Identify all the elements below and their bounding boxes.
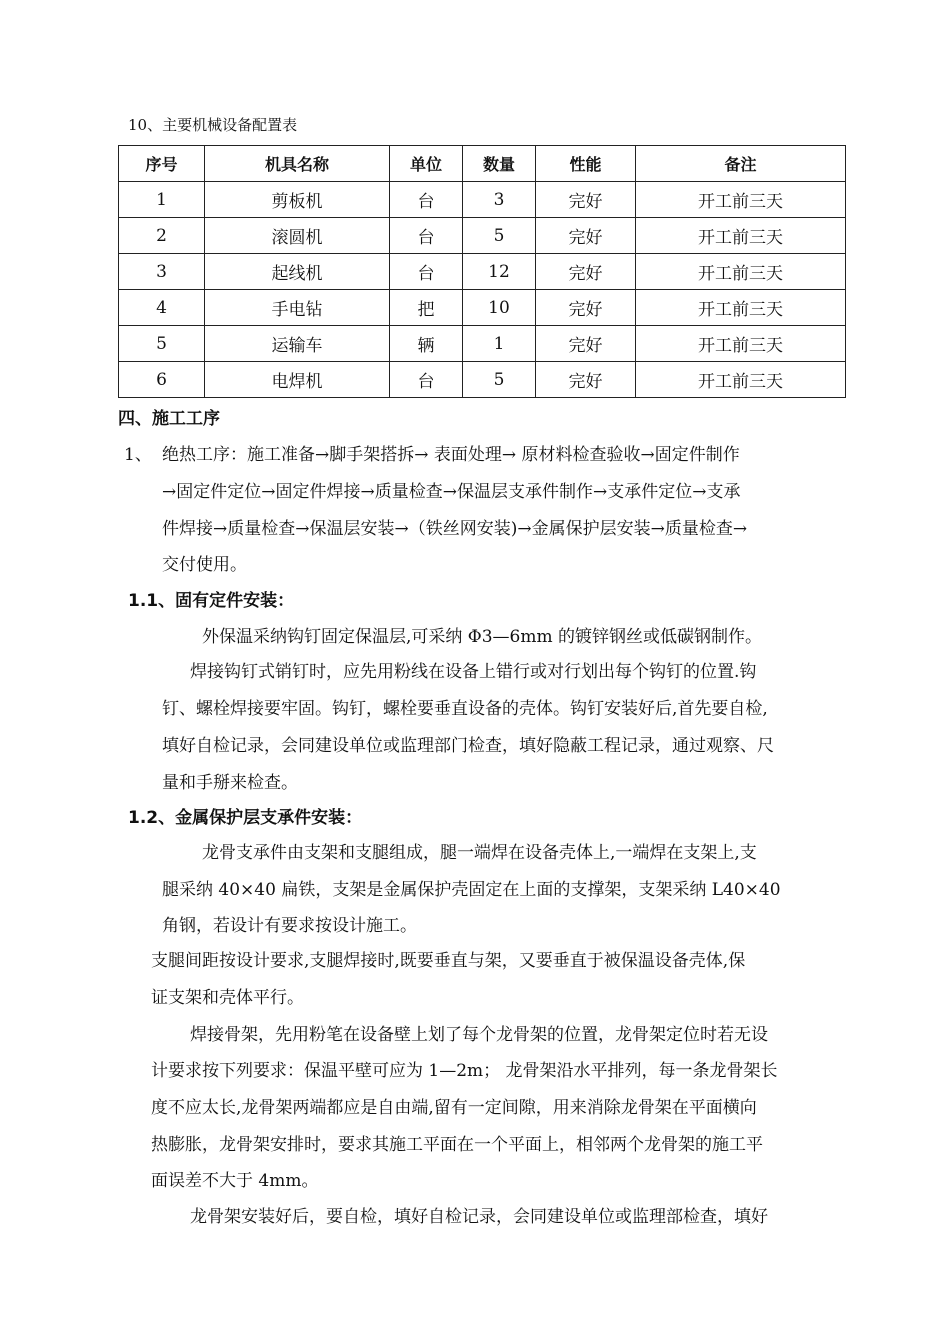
header-cell-unit: 单位 bbox=[390, 146, 463, 182]
process-line: 绝热工序：施工准备→脚手架搭拆→ 表面处理→ 原材料检查验收→固定件制作 bbox=[162, 445, 740, 465]
table-cell: 电焊机 bbox=[205, 362, 390, 398]
paragraph-line: 热膨胀，龙骨架安排时，要求其施工平面在一个平面上，相邻两个龙骨架的施工平 bbox=[151, 1135, 763, 1155]
header-cell-quantity: 数量 bbox=[463, 146, 536, 182]
table-row bbox=[119, 218, 846, 254]
table-cell: 滚圆机 bbox=[205, 218, 390, 254]
table-cell: 完好 bbox=[536, 218, 636, 254]
table-cell: 完好 bbox=[536, 182, 636, 218]
table-cell: 4 bbox=[119, 290, 205, 326]
table-row bbox=[119, 326, 846, 362]
table-cell: 12 bbox=[463, 254, 536, 290]
table-cell: 5 bbox=[463, 362, 536, 398]
paragraph-line: 外保温采纳钩钉固定保温层,可采纳 Φ3—6mm 的镀锌钢丝或低碳钢制作。 bbox=[202, 627, 763, 647]
table-cell: 1 bbox=[119, 182, 205, 218]
table-cell: 开工前三天 bbox=[636, 326, 846, 362]
paragraph-line: 面误差不大于 4mm。 bbox=[151, 1171, 319, 1191]
table-cell: 台 bbox=[390, 182, 463, 218]
header-cell-name: 机具名称 bbox=[205, 146, 390, 182]
table-cell: 运输车 bbox=[205, 326, 390, 362]
paragraph-line: 角钢，若设计有要求按设计施工。 bbox=[162, 916, 417, 936]
table-cell: 10 bbox=[463, 290, 536, 326]
table-caption: 10、主要机械设备配置表 bbox=[128, 116, 298, 134]
table-cell: 完好 bbox=[536, 362, 636, 398]
paragraph-line: 填好自检记录，会同建设单位或监理部门检查，填好隐蔽工程记录，通过观察、尺 bbox=[162, 736, 774, 756]
table-row bbox=[119, 362, 846, 398]
table-row bbox=[119, 182, 846, 218]
paragraph-line: 龙骨架安装好后，要自检，填好自检记录，会同建设单位或监理部检查，填好 bbox=[190, 1207, 768, 1227]
process-line: →固定件定位→固定件焊接→质量检查→保温层支承件制作→支承件定位→支承 bbox=[162, 482, 741, 502]
table-cell: 完好 bbox=[536, 254, 636, 290]
paragraph-line: 证支架和壳体平行。 bbox=[151, 988, 304, 1008]
paragraph-line: 钉、螺栓焊接要牢固。钩钉，螺栓要垂直设备的壳体。钩钉安装好后,首先要自检, bbox=[162, 699, 768, 719]
table-cell: 把 bbox=[390, 290, 463, 326]
paragraph-line: 支腿间距按设计要求,支腿焊接时,既要垂直与架，又要垂直于被保温设备壳体,保 bbox=[151, 951, 746, 971]
table-cell: 开工前三天 bbox=[636, 218, 846, 254]
table-cell: 开工前三天 bbox=[636, 182, 846, 218]
table-cell: 1 bbox=[463, 326, 536, 362]
table-cell: 剪板机 bbox=[205, 182, 390, 218]
table-cell: 完好 bbox=[536, 290, 636, 326]
table-row bbox=[119, 254, 846, 290]
table-cell: 开工前三天 bbox=[636, 254, 846, 290]
header-cell-index: 序号 bbox=[119, 146, 205, 182]
table-cell: 台 bbox=[390, 218, 463, 254]
subsection-heading: 1.1、固有定件安装： bbox=[128, 591, 295, 611]
table-cell: 5 bbox=[463, 218, 536, 254]
table-cell: 2 bbox=[119, 218, 205, 254]
table-header-row bbox=[119, 146, 846, 182]
table-cell: 开工前三天 bbox=[636, 290, 846, 326]
list-number: 1、 bbox=[124, 445, 152, 465]
table-cell: 5 bbox=[119, 326, 205, 362]
table-cell: 台 bbox=[390, 254, 463, 290]
table-cell: 手电钻 bbox=[205, 290, 390, 326]
table-cell: 3 bbox=[463, 182, 536, 218]
process-line: 件焊接→质量检查→保温层安装→（铁丝网安装)→金属保护层安装→质量检查→ bbox=[162, 519, 748, 539]
paragraph-line: 计要求按下列要求：保温平壁可应为 1—2m； 龙骨架沿水平排列，每一条龙骨架长 bbox=[151, 1061, 778, 1081]
paragraph-line: 腿采纳 40×40 扁铁，支架是金属保护壳固定在上面的支撑架，支架采纳 L40×40 bbox=[162, 880, 781, 900]
paragraph-line: 量和手掰来检查。 bbox=[162, 773, 298, 793]
paragraph-line: 龙骨支承件由支架和支腿组成，腿一端焊在设备壳体上,一端焊在支架上,支 bbox=[202, 843, 757, 863]
table-cell: 辆 bbox=[390, 326, 463, 362]
header-cell-condition: 性能 bbox=[536, 146, 636, 182]
subsection-heading: 1.2、金属保护层支承件安装： bbox=[128, 808, 363, 828]
paragraph-line: 焊接骨架，先用粉笔在设备壁上划了每个龙骨架的位置，龙骨架定位时若无设 bbox=[190, 1025, 768, 1045]
section-heading: 四、施工工序 bbox=[118, 409, 220, 429]
equipment-table bbox=[118, 145, 846, 398]
table-cell: 开工前三天 bbox=[636, 362, 846, 398]
paragraph-line: 焊接钩钉式销钉时，应先用粉线在设备上错行或对行划出每个钩钉的位置.钩 bbox=[190, 662, 757, 682]
table-cell: 6 bbox=[119, 362, 205, 398]
paragraph-line: 度不应太长,龙骨架两端都应是自由端,留有一定间隙，用来消除龙骨架在平面横向 bbox=[151, 1098, 757, 1118]
table-cell: 台 bbox=[390, 362, 463, 398]
table-cell: 起线机 bbox=[205, 254, 390, 290]
header-cell-remark: 备注 bbox=[636, 146, 846, 182]
table-row bbox=[119, 290, 846, 326]
process-line: 交付使用。 bbox=[162, 555, 247, 575]
table-cell: 3 bbox=[119, 254, 205, 290]
table-cell: 完好 bbox=[536, 326, 636, 362]
